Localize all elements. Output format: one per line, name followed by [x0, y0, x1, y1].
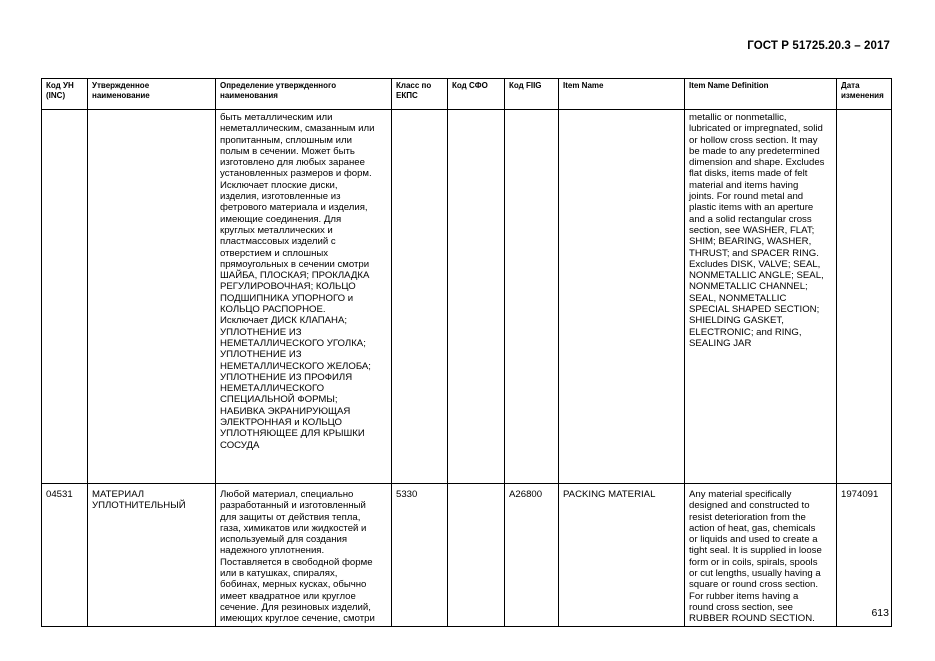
column-header-item-name-definition: Item Name Definition [685, 79, 837, 110]
cell-approved-name: МАТЕРИАЛ УПЛОТНИТЕЛЬНЫЙ [88, 484, 216, 627]
page-number: 613 [871, 607, 889, 619]
table-row [42, 484, 892, 627]
column-header-class: Класс по ЕКПС [392, 79, 448, 110]
cell-class: 5330 [392, 484, 448, 627]
cell-item-name [559, 110, 685, 484]
cell-definition-ru: Любой материал, специально разработанный и изготовленный для защиты от действия тепла, газа, химикатов или жидкостей и используемый для создания надежного уплотнения. Поставляется в свободной форме или в катушках, спиралях, бобинах, мерных кусках, обычно имеет квадратное или круглое сечение. Для резиновых изделий, имеющих круглое сечение, смотри [216, 484, 392, 627]
column-header-inc: Код УН (INC) [42, 79, 88, 110]
cell-fiig: A26800 [505, 484, 559, 627]
cell-item-name-definition: Any material specifically designed and constructed to resist deterioration from the action of heat, gas, chemicals or liquids and used to create a tight seal. It is supplied in loose form or in coils, spirals, spools or cut lengths, usually having a square or round cross section. For rubber items having a round cross section, see RUBBER ROUND SECTION. [685, 484, 837, 627]
document-header-standard: ГОСТ Р 51725.20.3 – 2017 [747, 40, 890, 52]
column-header-sfo: Код СФО [448, 79, 505, 110]
cell-class [392, 110, 448, 484]
table-row-continuation [42, 110, 892, 484]
column-header-item-name: Item Name [559, 79, 685, 110]
cell-sfo [448, 110, 505, 484]
cell-approved-name [88, 110, 216, 484]
cell-inc [42, 110, 88, 484]
cell-sfo [448, 484, 505, 627]
cell-definition-ru: быть металлическим или неметаллическим, смазанным или пропитанным, сплошным или полым в сечении. Может быть изготовлено для любых заранее установленных размеров и форм. Исключает плоские диски, изделия, изготовленные из фетрового материала и изделия, имеющие соединения. Для круглых металлических и пластмассовых изделий с отверстием и сплошных прямоугольных в сечении смотри ШАЙБА, ПЛОСКАЯ; ПРОКЛАДКА РЕГУЛИРОВОЧНАЯ; КОЛЬЦО ПОДШИПНИКА УПОРНОГО и КОЛЬЦО РАСПОРНОЕ. Исключает ДИСК КЛАПАНА; УПЛОТНЕНИЕ ИЗ НЕМЕТАЛЛИЧЕСКОГО УГОЛКА; УПЛОТНЕНИЕ ИЗ НЕМЕТАЛЛИЧЕСКОГО ЖЕЛОБА; УПЛОТНЕНИЕ ИЗ ПРОФИЛЯ НЕМЕТАЛЛИЧЕСКОГО СПЕЦИАЛЬНОЙ ФОРМЫ; НАБИВКА ЭКРАНИРУЮЩАЯ ЭЛЕКТРОННАЯ и КОЛЬЦО УПЛОТНЯЮЩЕЕ ДЛЯ КРЫШКИ СОСУДА [216, 110, 392, 484]
column-header-definition-ru: Определение утвержденного наименования [216, 79, 392, 110]
column-header-fiig: Код FIIG [505, 79, 559, 110]
cell-inc: 04531 [42, 484, 88, 627]
cell-fiig [505, 110, 559, 484]
column-header-date: Дата изменения [837, 79, 892, 110]
cell-date [837, 110, 892, 484]
cell-item-name: PACKING MATERIAL [559, 484, 685, 627]
cell-date: 1974091 [837, 484, 892, 627]
column-header-approved-name: Утвержденное наименование [88, 79, 216, 110]
table-header-row [42, 79, 892, 110]
cell-item-name-definition: metallic or nonmetallic, lubricated or impregnated, solid or hollow cross section. It may be made to any predetermined dimension and shape. Excludes flat disks, items made of felt material and items having joints. For round metal and plastic items with an aperture and a solid rectangular cross section, see WASHER, FLAT; SHIM; BEARING, WASHER, THRUST; and SPACER RING. Excludes DISK, VALVE; SEAL, NONMETALLIC ANGLE; SEAL, NONMETALLIC CHANNEL; SEAL, NONMETALLIC SPECIAL SHAPED SECTION; SHIELDING GASKET, ELECTRONIC; and RING, SEALING JAR [685, 110, 837, 484]
registry-table [41, 78, 892, 627]
